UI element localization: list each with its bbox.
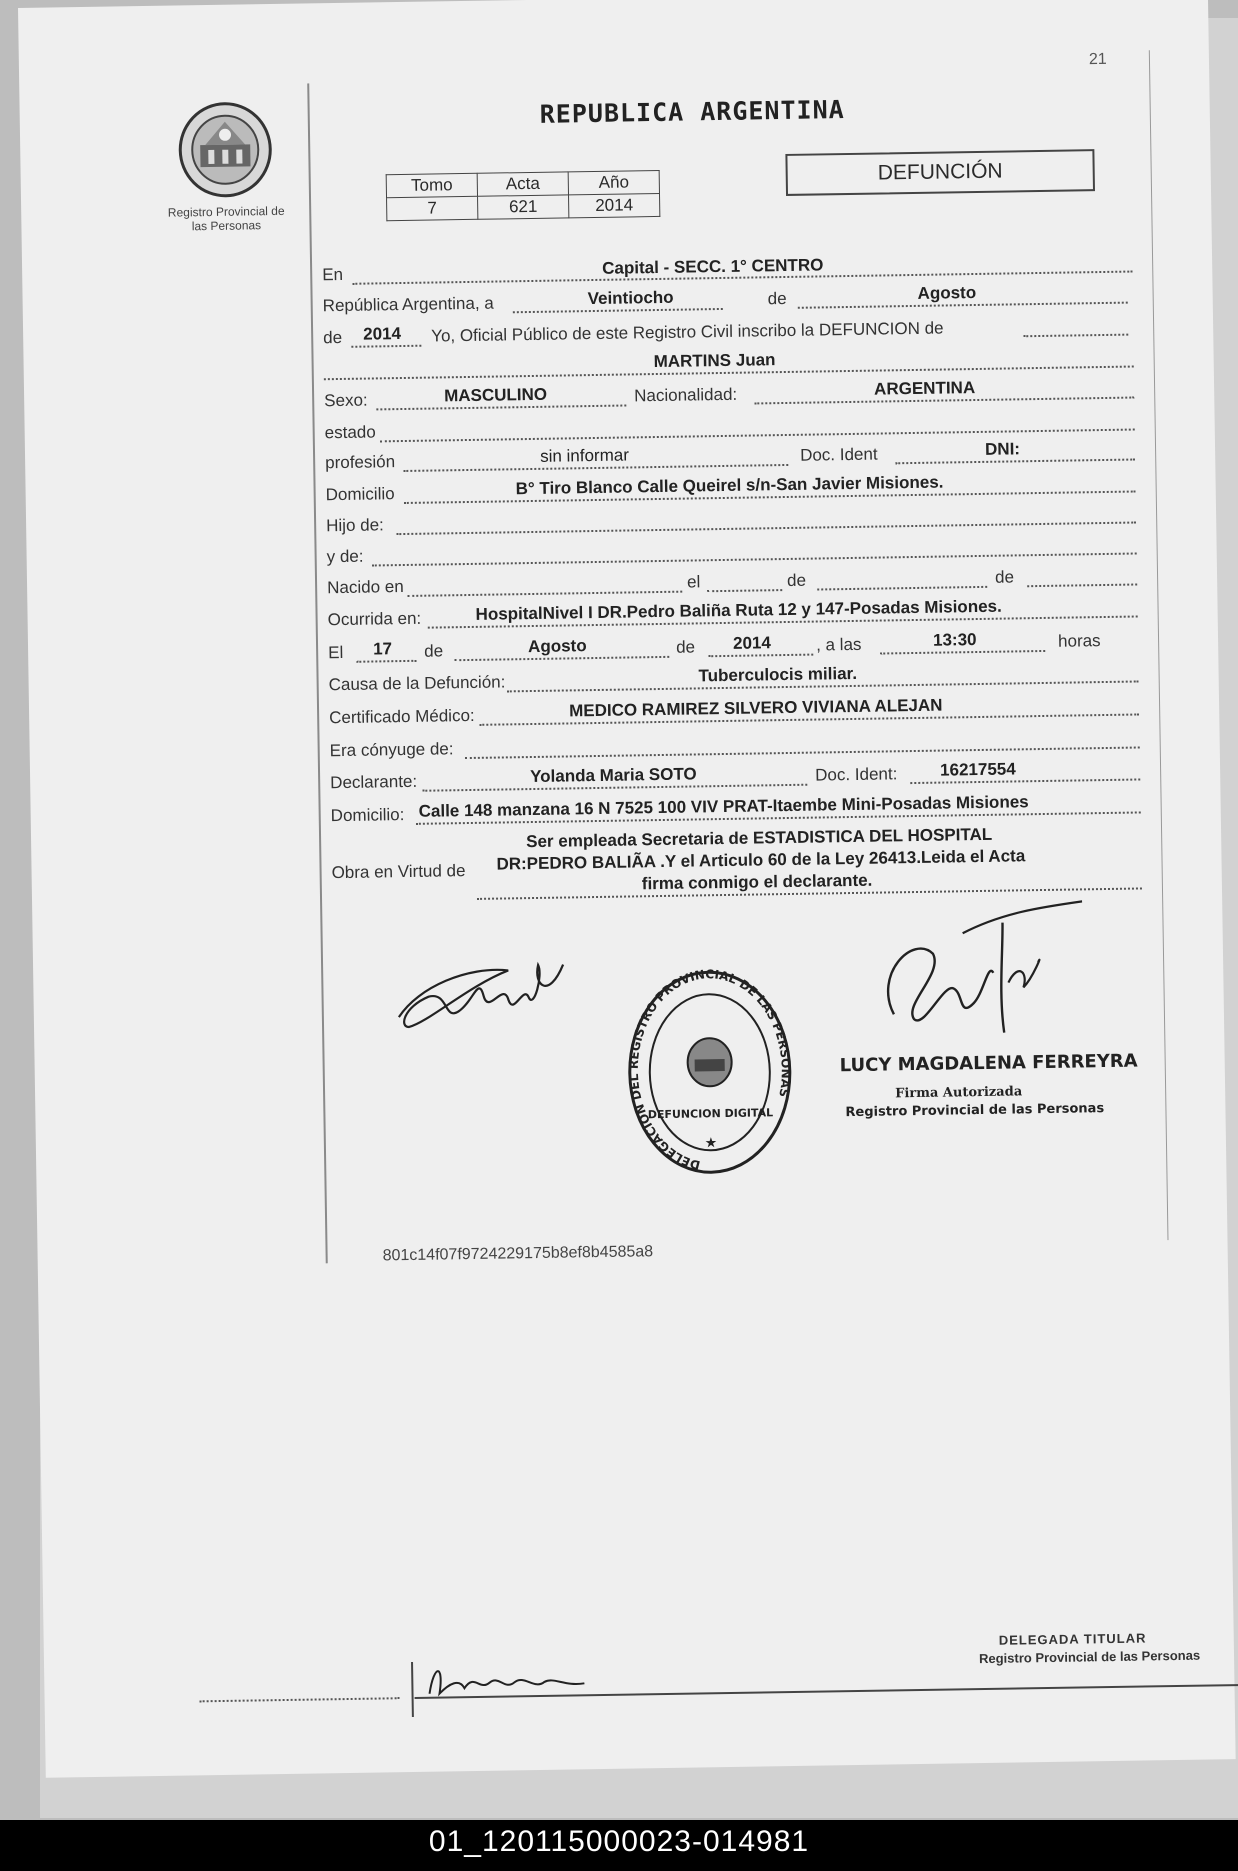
- stamp-ring-text: DELEGACION DEL REGISTRO PROVINCIAL DE LAS PERSONAS: [626, 967, 793, 1173]
- signatory-office: Registro Provincial de las Personas: [845, 1101, 1105, 1121]
- sexo-label: Sexo:: [324, 390, 368, 411]
- fallec-mes: Agosto: [527, 636, 587, 657]
- deceased-name: MARTINS Juan: [653, 350, 776, 372]
- bottom-divider: [411, 1662, 414, 1717]
- declarante-value: Yolanda Maria SOTO: [529, 764, 697, 787]
- certificado-label: Certificado Médico:: [329, 705, 475, 728]
- signatory-name: LUCY MAGDALENA FERREYRA: [839, 1050, 1138, 1077]
- en-label: En: [322, 264, 344, 285]
- nacionalidad-value: ARGENTINA: [873, 378, 976, 399]
- causa-label: Causa de la Defunción:: [328, 672, 506, 695]
- bottom-dotted-line: [200, 1697, 400, 1702]
- hijo-line: [396, 521, 1136, 535]
- el-line: [707, 589, 782, 592]
- place-value: Capital - SECC. 1° CENTRO: [602, 255, 824, 278]
- domicilio-label: Domicilio: [325, 484, 395, 505]
- alas-label: , a las: [815, 634, 862, 655]
- ocurrida-value: HospitalNivel I DR.Pedro Baliña Ruta 12 y 147-Posadas Misiones.: [475, 596, 1002, 624]
- tomo-header: Tomo: [386, 173, 477, 197]
- domicilio-value: B° Tiro Blanco Calle Queirel s/n-San Javier Misiones.: [515, 472, 944, 499]
- obra-line2: DR:PEDRO BALIÃA .Y el Articulo 60 de la Ley 26413.Leida el Acta: [496, 846, 1026, 874]
- estado-line: [380, 429, 1135, 443]
- month-value: Agosto: [917, 282, 977, 303]
- causa-value: Tuberculocis miliar.: [698, 663, 858, 686]
- de-label-2: de: [323, 327, 343, 348]
- nacido-line: [407, 591, 682, 597]
- de-label-5: de: [424, 641, 444, 661]
- official-signature: [852, 891, 1084, 1055]
- fallec-anio: 2014: [732, 633, 772, 653]
- domicilio2-label: Domicilio:: [330, 805, 405, 826]
- doc-ident-label: Doc. Ident: [799, 444, 878, 465]
- fallec-anio-line: [708, 654, 813, 658]
- right-margin-line: [1149, 50, 1169, 1240]
- profesion-label: profesión: [325, 452, 396, 473]
- oficial-text: Yo, Oficial Público de este Registro Civil inscribo la DEFUNCION de: [431, 318, 944, 346]
- certificate-page: [18, 0, 1236, 1778]
- acta-header: Acta: [477, 172, 568, 196]
- yde-line: [372, 552, 1137, 566]
- signatory-role: Firma Autorizada: [895, 1084, 1023, 1102]
- oficial-line: [1023, 334, 1128, 338]
- day-value: Veintiocho: [587, 287, 674, 309]
- obra-label: Obra en Virtud de: [331, 861, 466, 883]
- fallec-mes-line: [454, 656, 669, 661]
- logo-caption-line2: las Personas: [191, 218, 262, 234]
- margin-line: [307, 83, 328, 1263]
- anio-value: 2014: [569, 193, 660, 217]
- fallec-dia-line: [356, 660, 416, 663]
- conyuge-label: Era cónyuge de:: [329, 739, 454, 761]
- document-hash: 801c14f07f9724229175b8ef8b4585a8: [382, 1243, 654, 1265]
- nacido-label: Nacido en: [326, 577, 404, 598]
- day-line: [513, 308, 723, 313]
- nacido-mes-line: [817, 586, 987, 591]
- stamp-inner-text: DEFUNCION DIGITAL: [647, 1106, 774, 1122]
- de-label-1: de: [767, 288, 787, 309]
- page-number: 21: [1088, 50, 1107, 69]
- registry-table: [386, 170, 661, 221]
- horas-label: horas: [1057, 631, 1101, 651]
- fallec-hora: 13:30: [932, 630, 977, 650]
- year-value: 2014: [363, 324, 402, 344]
- el-label: el: [686, 572, 701, 592]
- acta-value: 621: [478, 195, 569, 219]
- official-stamp: [623, 966, 796, 1179]
- svg-text:★: ★: [704, 1134, 718, 1151]
- doc-ident2-label: Doc. Ident:: [814, 764, 898, 785]
- ocurrida-label: Ocurrida en:: [327, 608, 422, 630]
- obra-line1: Ser empleada Secretaria de ESTADISTICA DEL HOSPITAL: [526, 824, 993, 852]
- de-label-6: de: [675, 637, 696, 657]
- sexo-value: MASCULINO: [443, 384, 548, 406]
- document-title: REPUBLICA ARGENTINA: [539, 95, 845, 129]
- nacionalidad-label: Nacionalidad:: [634, 384, 738, 406]
- province-seal-logo: [169, 99, 281, 201]
- bottom-certification: [199, 1629, 1238, 1725]
- bottom-signature: [419, 1651, 590, 1709]
- obra-line3: firma conmigo el declarante.: [641, 870, 873, 894]
- nacido-anio-line: [1027, 583, 1137, 587]
- fallec-hora-line: [880, 650, 1045, 655]
- domicilio2-value: Calle 148 manzana 16 N 7525 100 VIV PRAT-Itaembe Mini-Posadas Misiones: [418, 792, 1029, 821]
- declarante-label: Declarante:: [330, 771, 418, 793]
- year-line: [351, 345, 421, 348]
- estado-label: estado: [324, 422, 376, 443]
- yde-label: y de:: [326, 546, 364, 567]
- profesion-value: sin informar: [539, 445, 630, 466]
- tomo-value: 7: [387, 196, 478, 220]
- de-label-4: de: [994, 567, 1015, 587]
- bottom-title: DELEGADA TITULAR: [998, 1630, 1147, 1648]
- conyuge-line: [465, 746, 1140, 759]
- logo-caption-line1: Registro Provincial de: [167, 203, 285, 220]
- el-date-label: El: [328, 642, 344, 663]
- doc-ident-value: DNI:: [984, 439, 1021, 459]
- footer-id: 01_120115000023-014981: [428, 1825, 810, 1858]
- logo-caption: [141, 203, 311, 234]
- anio-header: Año: [568, 170, 659, 194]
- certificado-value: MEDICO RAMIREZ SILVERO VIVIANA ALEJAN: [568, 695, 943, 721]
- bottom-office: Registro Provincial de las Personas: [978, 1647, 1201, 1667]
- declarant-signature: [387, 924, 589, 1047]
- de-label-3: de: [786, 570, 807, 590]
- fallec-dia: 17: [372, 639, 393, 659]
- hijo-label: Hijo de:: [326, 515, 384, 536]
- record-type-box: DEFUNCIÓN: [785, 149, 1095, 196]
- republica-label: República Argentina, a: [322, 293, 494, 316]
- doc-ident2-value: 16217554: [939, 759, 1016, 780]
